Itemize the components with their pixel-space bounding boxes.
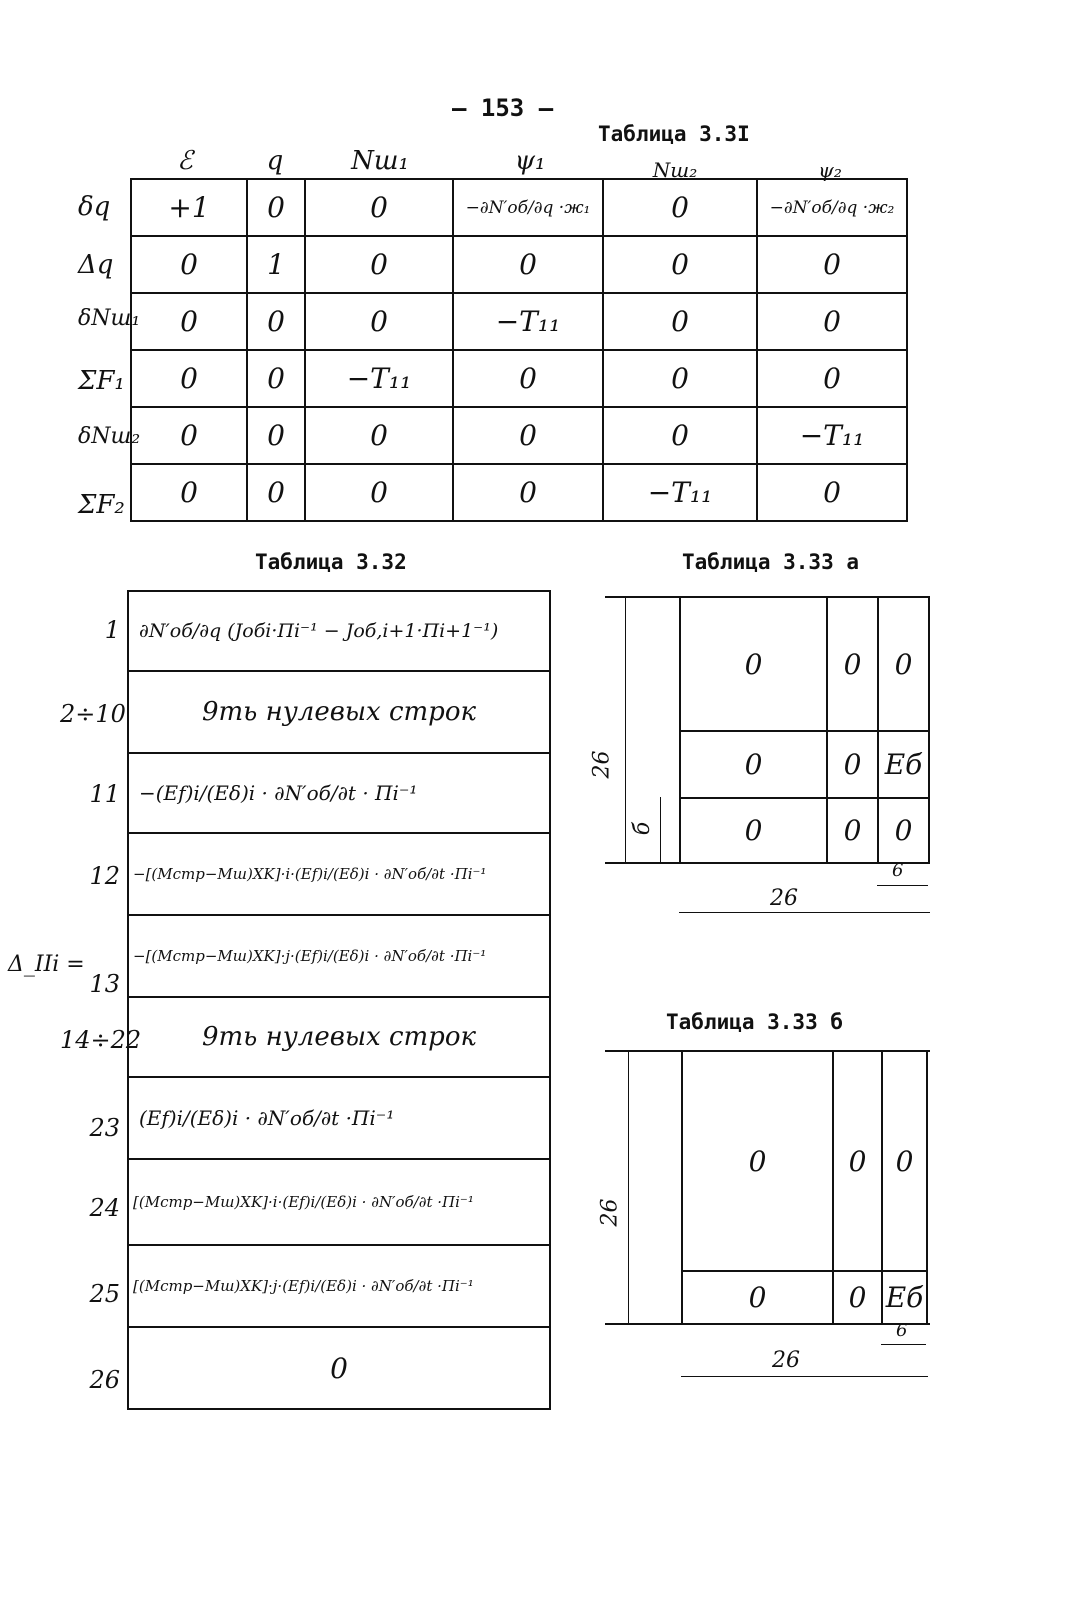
table-332-side-label: Δ_IIi =: [8, 952, 85, 977]
table-331-col-header: ℰ: [177, 146, 193, 176]
table-cell: 0: [247, 293, 305, 350]
dimension-line: [681, 1376, 928, 1377]
table-cell: 0: [757, 464, 907, 521]
table-cell: 0: [453, 350, 603, 407]
table-331-row-header: δNш₁: [78, 306, 141, 331]
table-cell: 0: [453, 464, 603, 521]
table-cell: 0: [843, 647, 862, 681]
table-331-row-header: ΣF₂: [78, 490, 125, 520]
table-cell: 0: [843, 814, 862, 847]
dimension-label: 26: [597, 1198, 623, 1227]
table-cell: −T₁₁: [453, 293, 603, 350]
table-cell: 0: [843, 748, 862, 781]
table-cell: −∂N′об/∂q ·ж₂: [757, 179, 907, 236]
table-cell: 0: [305, 293, 453, 350]
dimension-line: [628, 1050, 629, 1325]
table-row: [128, 833, 550, 915]
table-cell: 0: [603, 179, 757, 236]
table-cell: 0: [247, 350, 305, 407]
table-row: [128, 915, 550, 997]
table-331: [130, 178, 908, 522]
table-row: [128, 1077, 550, 1159]
table-cell: 0: [603, 293, 757, 350]
table-331-row-header: δq: [78, 192, 111, 222]
table-cell: −∂N′об/∂q ·ж₁: [453, 179, 603, 236]
table-cell: 0: [748, 1144, 767, 1178]
table-cell: 0: [748, 1281, 767, 1314]
table-cell: 0: [247, 407, 305, 464]
dimension-line: [877, 885, 928, 886]
table-row: [128, 1159, 550, 1245]
dimension-label: 26: [772, 1348, 800, 1373]
table-331-col-header: ψ₁: [514, 146, 546, 176]
table-row: [128, 1327, 550, 1409]
page-number: – 153 –: [452, 94, 554, 122]
table-cell: −T₁₁: [757, 407, 907, 464]
table-cell: 0: [128, 1327, 550, 1409]
table-row: [128, 671, 550, 753]
table-row: [131, 179, 907, 236]
dimension-label: 26: [589, 750, 615, 779]
table-cell: 0: [305, 179, 453, 236]
table-row: [131, 236, 907, 293]
row-number: 24: [89, 1194, 120, 1222]
table-cell: [(Mстр−Mш)XK]·i·(Ef)i/(Eδ)i · ∂N′об/∂t ·Πi⁻¹: [128, 1159, 550, 1245]
table-331-title: Таблица 3.3I: [598, 122, 750, 146]
table-cell: 0: [744, 748, 763, 781]
table-333a-title: Таблица 3.33 а: [682, 550, 860, 574]
dimension-line: [660, 797, 661, 862]
table-cell: 0: [603, 407, 757, 464]
table-cell: 9ть нулевых строк: [128, 671, 550, 753]
table-331-col-header: Nш₂: [652, 158, 698, 182]
table-331-col-header: ψ₂: [818, 158, 842, 182]
table-cell: 0: [848, 1144, 867, 1178]
table-cell: 0: [131, 350, 247, 407]
table-cell: +1: [131, 179, 247, 236]
table-331-col-header: q: [266, 146, 284, 176]
table-cell: 0: [247, 179, 305, 236]
table-333b-title: Таблица 3.33 б: [666, 1010, 844, 1034]
row-number: 23: [89, 1114, 120, 1142]
table-cell: 0: [603, 350, 757, 407]
table-cell: Eб: [885, 1281, 924, 1314]
table-cell: −[(Mстр−Mш)XK]·i·(Ef)i/(Eδ)i · ∂N′об/∂t ·Πi⁻¹: [128, 833, 550, 915]
table-cell: −T₁₁: [603, 464, 757, 521]
table-cell: −T₁₁: [305, 350, 453, 407]
table-cell: 0: [305, 407, 453, 464]
dimension-line: [625, 596, 626, 864]
table-cell: 0: [131, 464, 247, 521]
table-cell: 0: [757, 350, 907, 407]
row-number: 26: [89, 1366, 120, 1394]
dimension-label: б: [630, 821, 656, 836]
dimension-line: [679, 912, 930, 913]
table-cell: 0: [848, 1281, 867, 1314]
row-number: 12: [89, 862, 120, 890]
table-cell: ∂N′об/∂q (Jобi·Πi⁻¹ − Jоб,i+1·Πi+1⁻¹): [128, 591, 550, 671]
table-row: [131, 293, 907, 350]
row-number: 14÷22: [60, 1026, 142, 1054]
row-number: 11: [89, 780, 120, 808]
row-number: 13: [89, 970, 120, 998]
table-cell: −(Ef)i/(Eδ)i · ∂N′об/∂t · Πi⁻¹: [128, 753, 550, 833]
dimension-line: [881, 1344, 926, 1345]
table-row: [128, 997, 550, 1077]
table-cell: Eб: [884, 748, 923, 781]
table-332: [127, 590, 551, 1410]
dimension-label: 26: [770, 886, 798, 911]
table-332-title: Таблица 3.32: [255, 550, 407, 574]
table-cell: 0: [131, 293, 247, 350]
table-row: [131, 350, 907, 407]
table-cell: 0: [453, 236, 603, 293]
table-331-row-header: δNш₂: [78, 424, 141, 449]
table-cell: 0: [895, 1144, 914, 1178]
table-cell: 9ть нулевых строк: [128, 997, 550, 1077]
table-cell: 0: [131, 236, 247, 293]
table-cell: 0: [894, 647, 913, 681]
table-cell: 0: [603, 236, 757, 293]
table-331-col-header: Nш₁: [351, 146, 409, 176]
row-number: 1: [104, 616, 120, 644]
table-row: [128, 1245, 550, 1327]
table-cell: 0: [757, 293, 907, 350]
table-331-row-header: ΣF₁: [78, 366, 125, 396]
row-number: 25: [89, 1280, 120, 1308]
table-cell: 0: [131, 407, 247, 464]
table-cell: 0: [453, 407, 603, 464]
grid-line: [605, 862, 930, 864]
table-331-row-header: Δq: [78, 250, 114, 280]
table-cell: (Ef)i/(Eδ)i · ∂N′об/∂t ·Πi⁻¹: [128, 1077, 550, 1159]
table-row: [131, 407, 907, 464]
table-cell: 0: [305, 236, 453, 293]
table-row: [131, 464, 907, 521]
table-cell: 0: [894, 814, 913, 847]
table-cell: 0: [247, 464, 305, 521]
table-cell: 0: [744, 647, 763, 681]
table-cell: 0: [757, 236, 907, 293]
grid-line: [926, 1050, 928, 1325]
table-cell: 0: [305, 464, 453, 521]
row-number: 2÷10: [60, 700, 126, 728]
table-cell: [(Mстр−Mш)XK]·j·(Ef)i/(Eδ)i · ∂N′об/∂t ·Πi⁻¹: [128, 1245, 550, 1327]
dimension-label: 6: [896, 1320, 908, 1341]
table-cell: −[(Mстр−Mш)XK]·j·(Ef)i/(Eδ)i · ∂N′об/∂t ·Πi⁻¹: [128, 915, 550, 997]
dimension-label: 6: [892, 860, 904, 881]
table-row: [128, 591, 550, 671]
table-cell: 0: [744, 814, 763, 847]
table-row: [128, 753, 550, 833]
table-cell: 1: [247, 236, 305, 293]
